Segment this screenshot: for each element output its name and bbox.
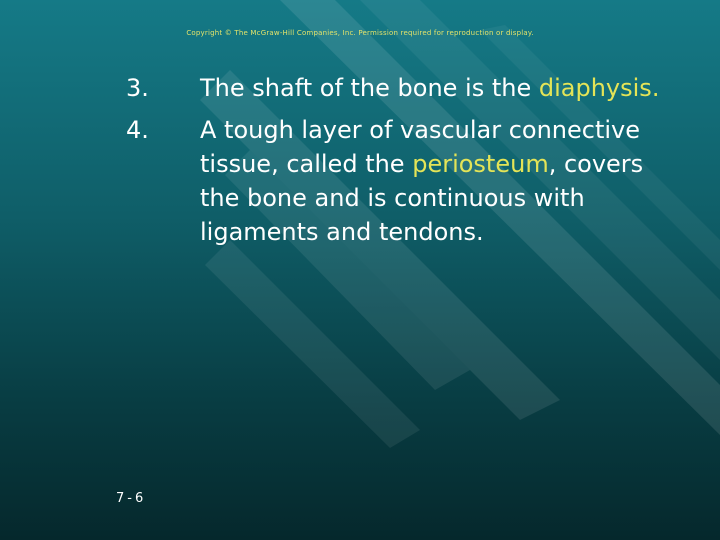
copyright-notice: Copyright © The McGraw-Hill Companies, Inc. Permission required for reproduction or display. [186,29,534,37]
list-item-number: 4. [126,116,149,144]
text-segment: . [651,74,660,102]
text-segment: A tough layer of vascular connective tissue, called the [200,116,641,178]
highlighted-term: periosteum [412,150,549,178]
slide-number: 7-6 [116,491,147,506]
list-item-number: 3. [126,74,149,102]
list-item-text [200,71,680,105]
list-item-text [200,113,680,249]
text-segment: , covers the bone and is continuous with ligaments and tendons. [200,150,644,246]
highlighted-term: diaphysis [538,74,652,102]
text-segment: The shaft of the bone is the [200,74,539,102]
